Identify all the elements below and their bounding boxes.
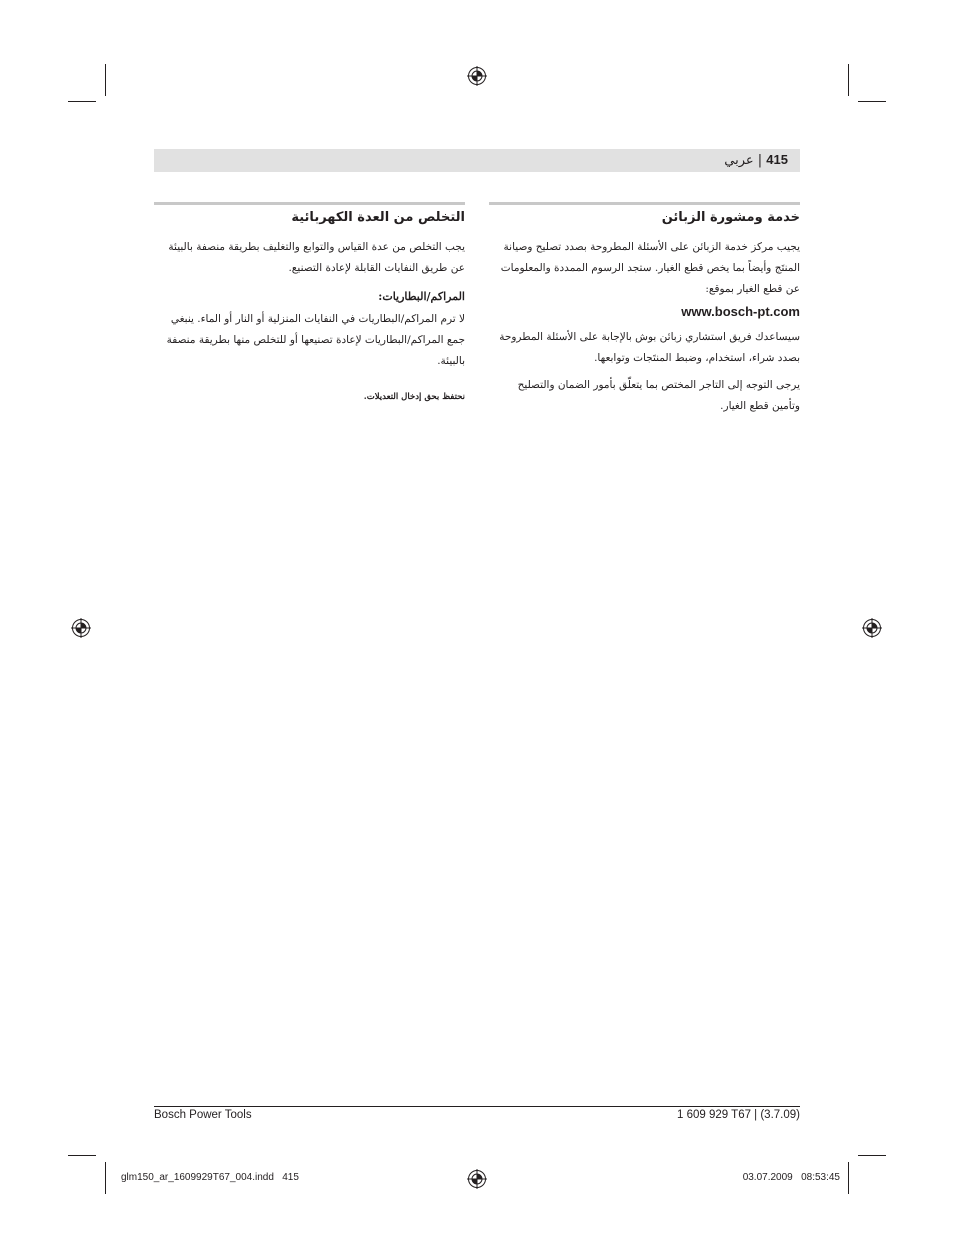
paragraph: يجيب مركز خدمة الزبائن على الأسئلة المطروحة بصدد تصليح وصيانة المنتَج وأيضاً بما يخص قطع الغيار. ستجد الرسوم الممددة والمعلومات عن قطع الغيار بموقع: [500,241,800,295]
modifications-note: نحتفظ بحق إدخال التعديلات. [363,392,465,402]
subsection-title-batteries: المراكم/البطاريات: [378,290,465,303]
registration-mark-icon [467,1169,487,1189]
crop-mark [105,1162,106,1194]
slug-filename: glm150_ar_1609929T67_004.indd 415 [121,1172,299,1183]
left-column [154,202,465,404]
crop-mark [848,1162,849,1194]
crop-mark [68,101,96,102]
header-separator: | [757,153,763,168]
registration-mark-icon [467,66,487,86]
footer-doc-number: 1 609 929 T67 | (3.7.09) [677,1109,800,1121]
column-rule [489,202,800,205]
footer-brand: Bosch Power Tools [154,1109,252,1121]
section-title-disposal: التخلص من العدة الكهربائية [291,210,465,225]
section-title-customer-service: خدمة ومشورة الزبائن [661,210,800,225]
registration-mark-icon [862,618,882,638]
header-language: عربي [724,153,754,168]
registration-mark-icon [71,618,91,638]
paragraph: لا ترم المراكم/البطاريات في النفايات المنزلية أو النار أو الماء. ينبغي جمع المراكم/البطاريات لإعادة تصنيعها أو للتخلص منها بطريقة منصفة بالبيئة. [166,313,465,367]
crop-mark [105,64,106,96]
column-rule [154,202,465,205]
page-header [154,149,800,172]
crop-mark [858,101,886,102]
page-number: 415 [766,152,788,167]
crop-mark [848,64,849,96]
website-link[interactable]: www.bosch-pt.com [681,304,800,319]
page-header-text [724,151,788,170]
crop-mark [858,1155,886,1156]
paragraph: سيساعدك فريق استشاري زبائن بوش بالإجابة على الأسئلة المطروحة بصدد شراء، استخدام، وضبط المنتَجات وتوابعها. [499,331,800,364]
paragraph: يجب التخلص من عدة القياس والتوابع والتغليف بطريقة منصفة بالبيئة عن طريق النفايات القابلة لإعادة التصنيع. [168,241,465,274]
slug-timestamp: 03.07.2009 08:53:45 [742,1172,840,1183]
footer-rule [154,1106,800,1107]
paragraph: يرجى التوجه إلى التاجر المختص بما يتعلّق بأمور الضمان والتصليح وتأمين قطع الغيار. [517,379,800,412]
right-column [489,202,800,423]
crop-mark [68,1155,96,1156]
